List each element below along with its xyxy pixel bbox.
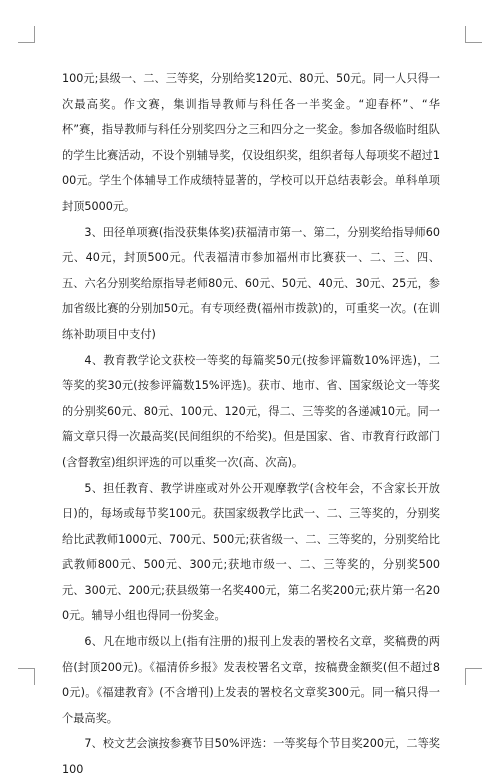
crop-mark-top-right xyxy=(465,26,482,43)
paragraph-item-3: 3、田径单项赛(指没获集体奖)获福清市第一、第二，分别奖给指导师60元、40元，封顶500元。代表福清市参加福州市比赛获一、二、三、四、五、六名分别奖给原指导老师80元、60元、50元、40元、30元、25元，参加省级比赛的分别加50元。有专项经费(福州市拨款)的，可重奖一次。(在训练补助项目中支付) xyxy=(62,225,440,341)
paragraph-item-4: 4、教育教学论文获校一等奖的每篇奖50元(按参评篇数10%评选)，二等奖的奖30元(按参评篇数15%评选)。获市、地市、省、国家级论文一等奖的分别奖60元、80元、100元、120元，得二、三等奖的各递减10元。同一篇文章只得一次最高奖(民间组织的不给奖)。但是国家、省、市教育行政部门(含督教室)组织评选的可以重奖一次(高、次高)。 xyxy=(62,353,440,469)
paragraph-item-6: 6、凡在地市级以上(指有注册的)报刊上发表的署校名文章，奖稿费的两倍(封顶200元)。《福清侨乡报》发表校署名文章，按稿费金额奖(但不超过80元)。《福建教育》(不含增刊)上发表的署校名文章奖300元。同一稿只得一个最高奖。 xyxy=(62,635,440,725)
crop-mark-bottom-left xyxy=(18,668,35,685)
crop-mark-bottom-right xyxy=(465,668,482,685)
paragraph-continuation: 100元;县级一、二、三等奖，分别给奖120元、80元、50元。同一人只得一次最高奖。作文赛，集训指导教师与科任各一半奖金。“迎春杯”、“华杯”赛，指导教师与科任分别奖四分之三和四分之一奖金。参加各级临时组队的学生比赛活动，不设个别辅导奖，仅设组织奖，组织者每人每项奖不超过100元。学生个体辅导工作成绩特显著的，学校可以开总结表彰会。单科单项封顶5000元。 xyxy=(62,72,440,213)
crop-mark-top-left xyxy=(18,26,35,43)
paragraph-item-7: 7、校文艺会演按参赛节目50%评选：一等奖每个节目奖200元，二等奖100 xyxy=(62,737,440,777)
document-body xyxy=(62,66,440,783)
paragraph-item-5: 5、担任教育、教学讲座或对外公开观摩教学(含校年会，不含家长开放日)的，每场或每节奖100元。获国家级教学比武一、二、三等奖的，分别奖给比武教师1000元、700元、500元;获省级一、二、三等奖的，分别奖给比武教师800元、500元、300元;获地市级一、二、三等奖的，分别奖500元、300元、200元;获县级第一名奖400元，第二名奖200元;获片第一名200元。辅导小组也得同一份奖金。 xyxy=(62,481,440,623)
